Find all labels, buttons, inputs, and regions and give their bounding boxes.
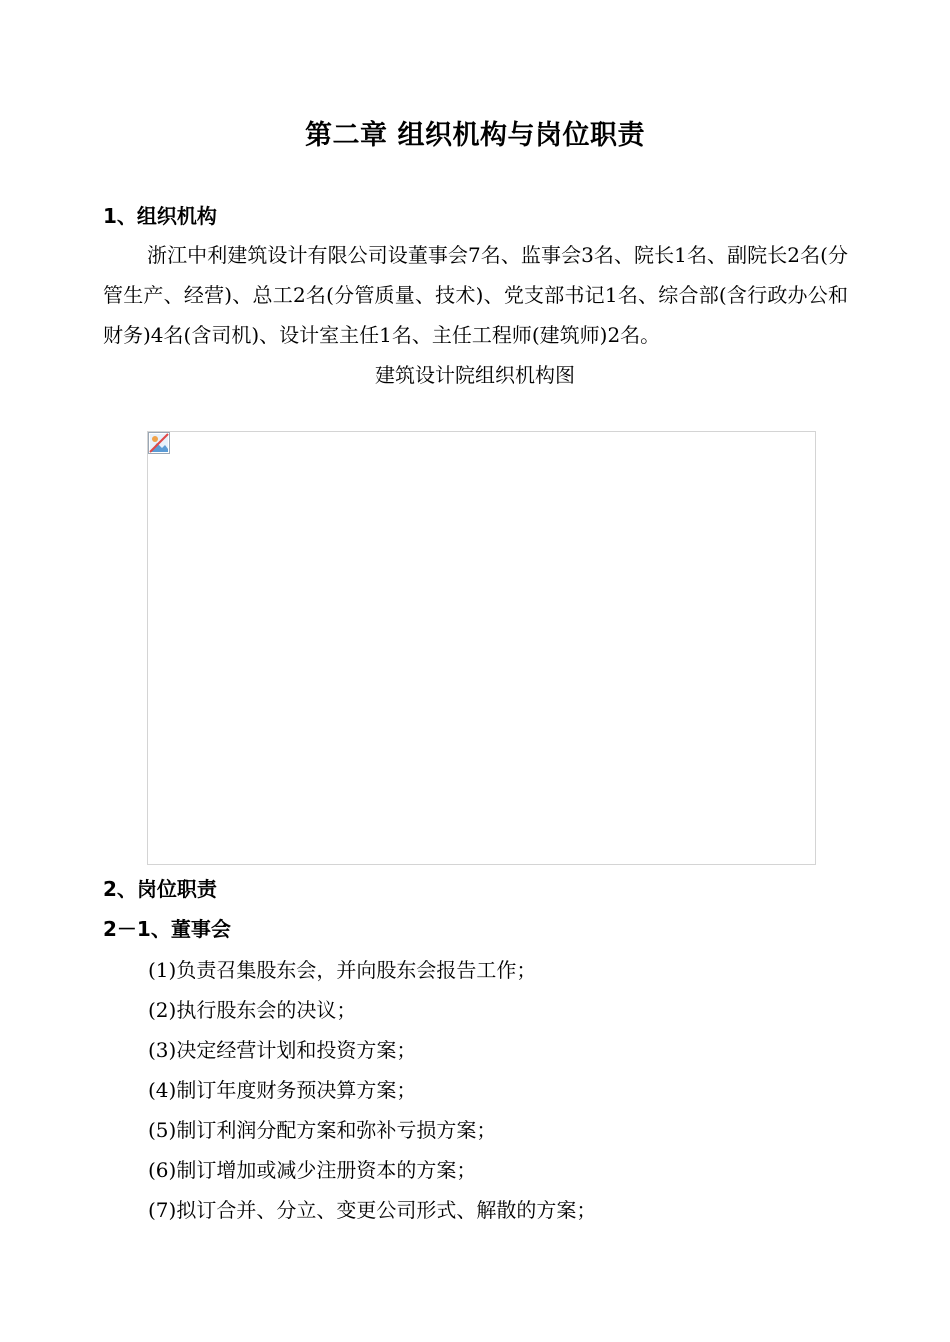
org-chart-image-placeholder xyxy=(147,431,816,865)
list-item: (3)决定经营计划和投资方案； xyxy=(148,1038,417,1062)
list-item: (4)制订年度财务预决算方案； xyxy=(148,1078,417,1102)
list-item: (2)执行股东会的决议； xyxy=(148,998,357,1022)
list-item: (7)拟订合并、分立、变更公司形式、解散的方案； xyxy=(148,1198,597,1222)
figure-caption: 建筑设计院组织机构图 xyxy=(375,363,575,387)
chapter-title: 第二章 组织机构与岗位职责 xyxy=(305,120,645,151)
section-heading-duties: 2、岗位职责 xyxy=(103,877,217,901)
broken-image-icon xyxy=(148,432,170,454)
section-heading-organization: 1、组织机构 xyxy=(103,204,217,228)
board-duties-list xyxy=(148,950,596,1230)
list-item: (5)制订利润分配方案和弥补亏损方案； xyxy=(148,1118,497,1142)
organization-paragraph: 浙江中利建筑设计有限公司设董事会7名、监事会3名、院长1名、副院长2名(分管生产、经营)、总工2名(分管质量、技术)、党支部书记1名、综合部(含行政办公和财务)4名(含司机)、设计室主任1名、主任工程师(建筑师)2名。 xyxy=(103,243,848,347)
subsection-heading-board: 2－1、董事会 xyxy=(103,917,231,941)
list-item: (6)制订增加或减少注册资本的方案； xyxy=(148,1158,477,1182)
list-item: (1)负责召集股东会，并向股东会报告工作； xyxy=(148,958,537,982)
